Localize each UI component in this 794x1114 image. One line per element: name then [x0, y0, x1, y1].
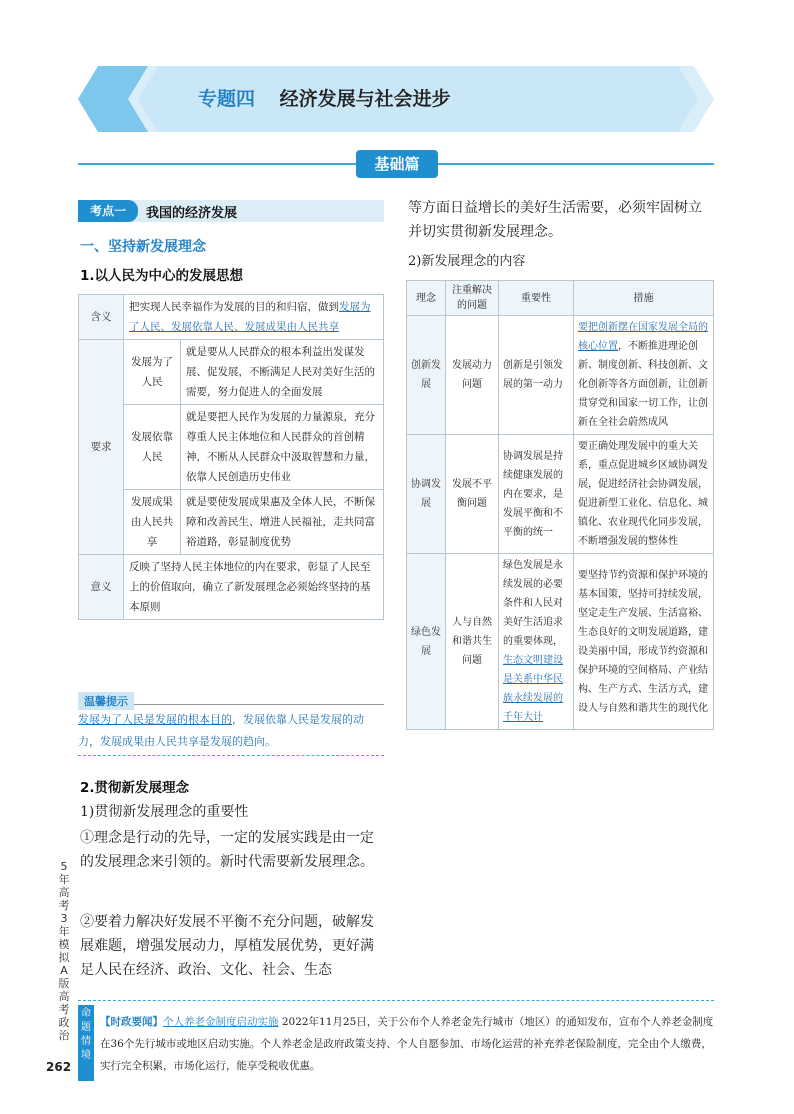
people-centered-table	[78, 294, 384, 620]
requirement-sub-2: 发展依靠人民	[124, 405, 181, 490]
kaodian-tag: 考点一	[78, 200, 138, 222]
paragraph-content-title: 2)新发展理念的内容	[408, 254, 526, 269]
concept-name: 绿色发展	[407, 554, 446, 730]
page-title: 经济发展与社会进步	[279, 88, 451, 110]
concept-measure-cell	[574, 316, 714, 435]
concept-measure: 要正确处理发展中的重大关系，重点促进城乡区域协调发展，促进经济社会协调发展，促进新型工业化、信息化、城镇化、农业现代化同步发展，不断增强发展的整体性	[574, 435, 714, 554]
row-label-requirement: 要求	[79, 340, 124, 555]
development-concepts-table	[406, 280, 714, 730]
header-problem: 注重解决的问题	[446, 281, 499, 316]
kaodian-header	[78, 200, 384, 222]
paragraph-point-1: ①理念是行动的先导，一定的发展实践是由一定的发展理念来引领的。新时代需要新发展理念。	[80, 830, 374, 870]
table-row	[407, 554, 714, 730]
table-header-row	[407, 281, 714, 316]
section-tag: 基础篇	[356, 150, 438, 178]
table-row	[407, 316, 714, 435]
concept-importance: 绿色发展是永续发展的必要条件和人民对美好生活追求的重要体现，	[503, 560, 563, 647]
news-tag: 【时政要闻】	[100, 1016, 163, 1028]
news-body: 2022年11月25日，关于公布个人养老金先行城市（地区）的通知发布，宣布个人养老金制度在36个先行城市或地区启动实施。个人养老金是政府政策支持、个人自愿参加、市场化运营的补充养老保险制度，完全由个人缴费，实行完全积累，市场化运行，能享受税收优惠。	[100, 1016, 714, 1072]
table-row	[79, 490, 384, 555]
concept-name: 创新发展	[407, 316, 446, 435]
meaning-highlight: 发展为了人民、发展依靠人民、发展成果由人民共享	[129, 301, 371, 333]
heading-new-development: 一、坚持新发展理念	[80, 239, 206, 255]
paragraph-point-2: ②要着力解决好发展不平衡不充分问题，破解发展难题，增强发展动力，厚植发展优势，更好满足人民在经济、政治、文化、社会、生态	[80, 914, 374, 978]
concept-problem: 发展动力问题	[446, 316, 499, 435]
requirement-text-2: 就是要把人民作为发展的力量源泉，充分尊重人民主体地位和人民群众的首创精神，不断从人民群众中汲取智慧和力量，依靠人民创造历史伟业	[181, 405, 384, 490]
requirement-text-3: 就是要使发展成果惠及全体人民，不断保障和改善民生、增进人民福祉，走共同富裕道路，彰显制度优势	[181, 490, 384, 555]
tip-box	[78, 690, 384, 756]
concept-importance-cell	[499, 554, 574, 730]
page-number: 262	[46, 1060, 72, 1074]
tip-highlight: 发展为了人民是发展的根本目的	[78, 713, 232, 726]
concept-name: 协调发展	[407, 435, 446, 554]
meaning-text: 把实现人民幸福作为发展的目的和归宿，做到	[129, 301, 339, 313]
header-concept: 理念	[407, 281, 446, 316]
concept-problem: 发展不平衡问题	[446, 435, 499, 554]
news-text	[100, 1011, 714, 1077]
concept-measure: 要坚持节约资源和保护环境的基本国策，坚持可持续发展，坚定走生产发展、生活富裕、生态良好的文明发展道路，建设美丽中国，形成节约资源和保护环境的空间格局、产业结构、生产方式、生活方式，建设人与自然和谐共生的现代化	[574, 554, 714, 730]
significance-text: 反映了坚持人民主体地位的内在要求，彰显了人民至上的价值取向，确立了新发展理念必须始终坚持的基本原则	[124, 555, 384, 620]
row-label-meaning: 含义	[79, 295, 124, 340]
concept-problem: 人与自然和谐共生问题	[446, 554, 499, 730]
table-row	[407, 435, 714, 554]
paragraph-importance-title: 1)贯彻新发展理念的重要性	[80, 804, 249, 820]
news-box	[78, 1000, 714, 1081]
heading-people-centered: 1.以人民为中心的发展思想	[80, 268, 244, 284]
requirement-text-1: 就是要从人民群众的根本利益出发谋发展、促发展，不断满足人民对美好生活的需要，努力促进人的全面发展	[181, 340, 384, 405]
table-row	[79, 340, 384, 405]
meaning-cell	[124, 295, 384, 340]
requirement-sub-3: 发展成果由人民共享	[124, 490, 181, 555]
concept-importance: 创新是引领发展的第一动力	[499, 316, 574, 435]
book-side-label: 5年高考3年模拟 A版 高考政治	[58, 860, 70, 1042]
table-row	[79, 555, 384, 620]
concept-importance: 协调发展是持续健康发展的内在要求，是发展平衡和不平衡的统一	[499, 435, 574, 554]
topic-number: 专题四	[198, 88, 256, 110]
concept-measure-highlight: 要把创新摆在国家发展全局的核心位置	[578, 322, 708, 352]
paragraph-continued: 等方面日益增长的美好生活需要，必须牢固树立并切实贯彻新发展理念。	[408, 200, 702, 240]
concept-importance-highlight: 生态文明建设是关系中华民族永续发展的千年大计	[503, 655, 563, 723]
row-label-significance: 意义	[79, 555, 124, 620]
table-row	[79, 405, 384, 490]
news-vertical-tag: 命题情境	[78, 1005, 94, 1081]
concept-measure: ，不断推进理论创新、制度创新、科技创新、文化创新等各方面创新，让创新贯穿党和国家一切工作，让创新在全社会蔚然成风	[578, 341, 708, 428]
tip-rest: ，发展依靠人民是发展的动力，发展成果由人民共享是发展的趋向。	[78, 713, 364, 748]
header-importance: 重要性	[499, 281, 574, 316]
tip-text	[78, 709, 384, 753]
requirement-sub-1: 发展为了人民	[124, 340, 181, 405]
tip-label: 温馨提示	[78, 692, 134, 710]
header-banner	[78, 66, 714, 132]
heading-implement: 2.贯彻新发展理念	[80, 780, 190, 796]
kaodian-title: 我国的经济发展	[146, 206, 238, 221]
header-measure: 措施	[574, 281, 714, 316]
table-row	[79, 295, 384, 340]
news-title: 个人养老金制度启动实施	[163, 1016, 279, 1028]
